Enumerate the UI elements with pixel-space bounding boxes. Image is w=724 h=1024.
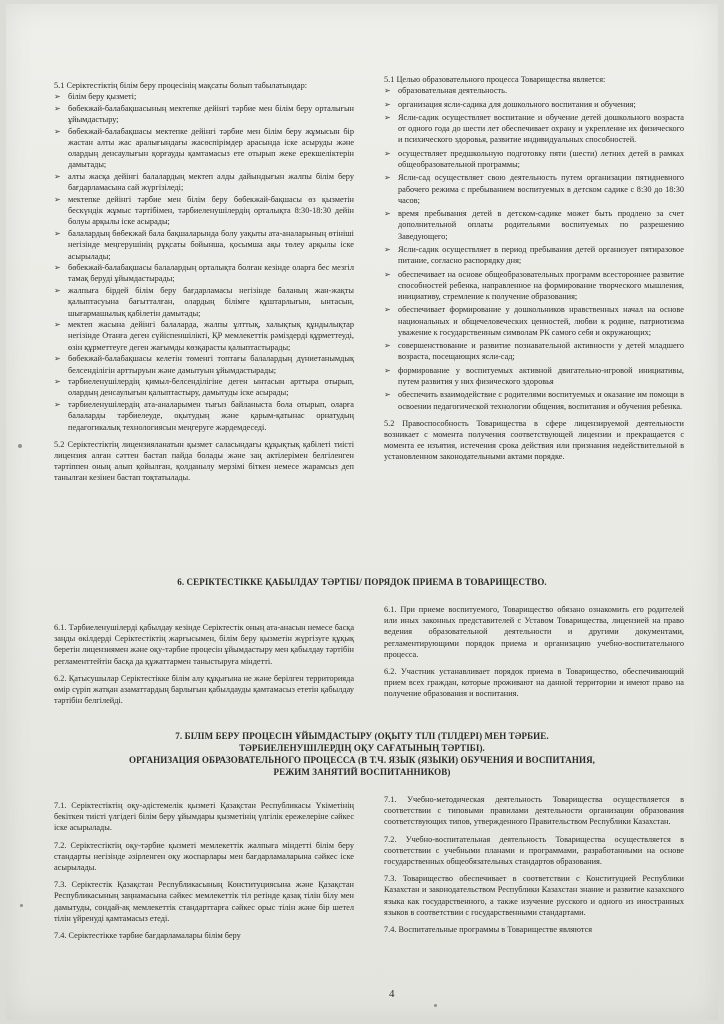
scan-dot <box>434 1004 437 1007</box>
clause-6-2-kz: 6.2. Қатысушылар Серіктестікке білім алу құқығына не және берілген территорияда өмір сүріп жатқан азаматтардың барлығын қабылдауды қамтамасыз ететін қабылдау тәртібін белгілейді. <box>54 673 354 706</box>
list-item: ➢ бөбекжай-балабақшасы келетін төменгі топтағы балалардың дүниетанымдық белсенділігін арттыруын және дамытуын ұйымдастырады; <box>54 353 354 375</box>
section-7-title-line: РЕЖИМ ЗАНЯТИЙ ВОСПИТАННИКОВ) <box>273 767 451 777</box>
clause-7-4-kz: 7.4. Серіктестікке тәрбие бағдарламалары білім беру <box>54 931 241 941</box>
clause-7-2-kz: 7.2. Серіктестіктің оқу-тәрбие қызметі мемлекеттік жалпыға міндетті білім беру стандарты негізінде әзірленген оқу жоспарлары мен бағдарламаларына сәйкес іске асырылады. <box>54 840 354 873</box>
list-item: ➢ Ясли-садик осуществляет в период пребывания детей организует пятиразовое питание, согласно распорядку дня; <box>384 244 684 266</box>
list-item: ➢ бөбекжай-балабақшасы балалардың орталықта болған кезінде оларға бес мезгіл тамақ беруді ұйымдастырады; <box>54 262 354 284</box>
list-item: ➢ обеспечить взаимодействие с родителями воспитуемых и оказание им помощи в освоении педагогической технологии общения, воспитания и обучения ребенка. <box>384 389 684 411</box>
right-bullet-list <box>384 85 684 412</box>
document-page <box>6 4 718 1020</box>
list-item: ➢ Ясли-садик осуществляет воспитание и обучение детей дошкольного возраста от одного года до шести лет обеспечивает охрану и укрепление их физического и психического здоровья, развитие индивидуальных способностей. <box>384 112 684 146</box>
left-bullet-list <box>54 91 354 433</box>
left-clause-5-2: 5.2 Серіктестіктің лицензияланатын қызмет саласындағы құқықтық қабілеті тиісті лицензия алған сәттен бастап пайда болады және заң актілерімен белгіленген тәртіппен оның алып қойылған, қолданылу мерзімі біткен немесе жарамсыз деп танылған кезінен бастап тоқтатылады. <box>54 439 354 483</box>
list-item: ➢ жалпыға бірдей білім беру бағдарламасы негізінде баланың жан-жақты қалыптасуына бағытталған, олардың білімге құштарлығын, ынтасын, шығармашылық қабілетін дамытады; <box>54 285 354 319</box>
section-6-kazakh <box>54 622 354 712</box>
clause-7-1-ru: 7.1. Учебно-методическая деятельность Товарищества осуществляется в соответствии с типовыми правилами деятельности организации образования соответствующих типов, утвержденного Правительством Республики Казахстан. <box>384 795 684 827</box>
section-7-title-line: 7. БІЛІМ БЕРУ ПРОЦЕСІН ҰЙЫМДАСТЫРУ (ОҚЫТУ ТІЛІ (ТІЛДЕРІ) МЕН ТӘРБИЕ. <box>175 731 549 741</box>
clause-6-1-kz: 6.1. Тәрбиеленушілерді қабылдау кезінде Серіктестік оның ата-анасын немесе басқа заңды өкілдерді Серіктестіктің жарғысымен, білім беру қызметін жүргізуге құқық беретін лицензиямен және оқу-тәрбие процесін ұйымдастыру мен қабылдау тәртібін регламенттейтін басқа да құжаттармен таныстыруға міндетті. <box>54 623 354 666</box>
right-intro: 5.1 Целью образовательного процесса Товарищества является: <box>384 75 606 84</box>
section-7-russian <box>384 794 684 941</box>
russian-column <box>384 74 684 463</box>
list-item: ➢ тәрбиеленушілердің қимыл-белсенділігіне деген ынтасын арттыра отырып, олардың денсаулығын қалыптастыру, дамытуды іске асырады; <box>54 376 354 398</box>
list-item: ➢ алты жасқа дейінгі балалардың мектеп алды дайындығын жалпы білім беру бағдарламасына сай жүргізіледі; <box>54 171 354 193</box>
section-7-title-line: ТӘРБИЕЛЕНУШІЛЕРДІҢ ОҚУ САҒАТЫНЫҢ ТӘРТІБІ). <box>239 743 485 753</box>
clause-6-1-ru: 6.1. При приеме воспитуемого, Товарищество обязано ознакомить его родителей или иных законных представителей с Уставом Товарищества, лицензией на право ведения образовательной деятельности и другими документами, регламентирующими порядок приема и организацию учебно-воспитательного процесса. <box>384 605 684 659</box>
clause-7-3-kz: 7.3. Серіктестік Қазақстан Республикасының Конституциясына және Қазақстан Республикасының заңнамасына сәйкес мемлекеттік тіл ретінде қазақ тілін білу мен дамытуды, сондай-ақ мемлекеттік стандарттарға сәйкес орыс тілін және бір шетел тілін үйренуді қамтамасыз етеді. <box>54 880 354 923</box>
list-item: ➢ осуществляет предшкольную подготовку пяти (шести) летних детей в рамках общеобразовательной программы; <box>384 148 684 170</box>
list-item: ➢ бөбекжай-балабақшасы мектепке дейінгі тәрбие мен білім беру жұмысын бір жастан алты жас аралығындағы жасөспірімдер арасында іске асыруды және олардың денсаулығын қорғауды қамтамасыз ете отырып жеке ерекшеліктерін дамытады; <box>54 126 354 171</box>
list-item: ➢ организация ясли-садика для дошкольного воспитания и обучения; <box>384 99 684 110</box>
kazakh-column <box>54 80 354 484</box>
section-6-title: 6. СЕРІКТЕСТІККЕ ҚАБЫЛДАУ ТӘРТІБІ/ ПОРЯДОК ПРИЕМА В ТОВАРИЩЕСТВО. <box>177 577 547 587</box>
list-item: ➢ тәрбиеленушілердің ата-аналарымен тығыз байланыста бола отырып, оларға балаларды тәрбиелеуде, оқытудың және қарым-қатынас орнатудың педагогикалық технологиясын меңгеруге жәрдемдеседі. <box>54 399 354 433</box>
list-item: ➢ образовательная деятельность. <box>384 85 684 96</box>
list-item: ➢ совершенствование и развитие познавательной активности у детей младшего возраста, посещающих ясли-сад; <box>384 340 684 362</box>
list-item: ➢ Ясли-сад осуществляет свою деятельность путем организации пятидневного рабочего режима с пребыванием воспитуемых в детском садике с 8:30 до 18:30 часов; <box>384 172 684 206</box>
section-6-russian <box>384 604 684 706</box>
list-item: ➢ формирование у воспитуемых активной двигательно-игровой инициативы, путем развития у них физического здоровья <box>384 365 684 387</box>
section-7-title-line: ОРГАНИЗАЦИЯ ОБРАЗОВАТЕЛЬНОГО ПРОЦЕССА (В Т.Ч. ЯЗЫК (ЯЗЫКИ) ОБУЧЕНИЯ И ВОСПИТАНИЯ, <box>128 755 596 765</box>
left-intro: 5.1 Серіктестіктің білім беру процесінің мақсаты болып табылатындар: <box>54 81 308 90</box>
list-item: ➢ бөбекжай-балабақшасының мектепке дейінгі тәрбие мен білім беру орталығын ұйымдастыру; <box>54 103 354 125</box>
clause-7-1-kz: 7.1. Серіктестіктің оқу-әдістемелік қызметі Қазақстан Республикасы Үкіметінің бекіткен тиісті үлгідегі білім беру ұйымдары қызметінің үлгілік ережелеріне сәйкес іске асырылады. <box>54 801 354 833</box>
clause-7-4-ru: 7.4. Воспитательные программы в Товариществе являются <box>384 925 593 935</box>
scan-dot <box>18 444 22 448</box>
list-item: ➢ мектеп жасына дейінгі балаларда, жалпы ұлттық, халықтық құндылықтар негізінде Отанға деген сүйіспеншілікті, ҚР мемлекеттік рәміздерді құрметтеуді, өзін құрметтеуге деген жағымды көзқарасты қалыптастырады; <box>54 319 354 353</box>
list-item: ➢ обеспечивает формирование у дошкольников нравственных начал на основе национальных и общечеловеческих ценностей, любви к родине, патриотизма уважение к государственным символам РК самого себя и окружающих; <box>384 304 684 338</box>
section-7-title <box>6 730 718 778</box>
clause-7-3-ru: 7.3. Товарищество обеспечивает в соответствии с Конституцией Республики Казахстан и законодательством Республики Казахстан знание и развитие казахского языка как государственного, а также изучение русского и одного из иностранных языков в соответствии с государственными стандартами. <box>384 874 684 917</box>
clause-6-2-ru: 6.2. Участник устанавливает порядок приема в Товарищество, обеспечивающий прием всех граждан, которые проживают на данной территории и имеют право на получение образования и воспитания. <box>384 667 684 699</box>
list-item: ➢ время пребывания детей в детском-садике может быть продлено за счет дополнительной оплаты родительями воспитуемых по разрешению Заведующего; <box>384 208 684 242</box>
list-item: ➢ обеспечивает на основе общеобразовательных программ всестороннее развитие способностей ребенка, направленное на формирование творческого мышления, инициативу, стремление к получение образования; <box>384 269 684 303</box>
right-clause-5-2: 5.2 Правоспособность Товарищества в сфере лицензируемой деятельности возникает с момента получения соответствующей лицензии и прекращается с момента ее изъятия, истечения срока действия или признания недействительной в установленном законодательными актами порядке. <box>384 418 684 462</box>
scan-dot <box>20 904 23 907</box>
page-number: 4 <box>389 988 395 1000</box>
list-item: ➢ білім беру қызметі; <box>54 91 354 102</box>
list-item: ➢ мектепке дейінгі тәрбие мен білім беру бөбекжай-бақшасы өз қызметін бескүндік жұмыс тәртібімен, тәрбиеленушілердің орталықта 8:30-18:30 дейін болуы арқылы іске асырады; <box>54 194 354 228</box>
section-7-kazakh <box>54 800 354 947</box>
list-item: ➢ балалардың бөбекжай бала бақшаларында болу уақыты ата-аналарының өтініші негізінде меңгерушінің рұқсаты бойынша, қосымша ақы төлеу арқылы іске асырылады; <box>54 228 354 262</box>
clause-7-2-ru: 7.2. Учебно-воспитательная деятельность Товарищества осуществляется в соответствии с учебными планами и программами, разработанными на основе государственных общеобязательных стандартов образования. <box>384 834 684 867</box>
